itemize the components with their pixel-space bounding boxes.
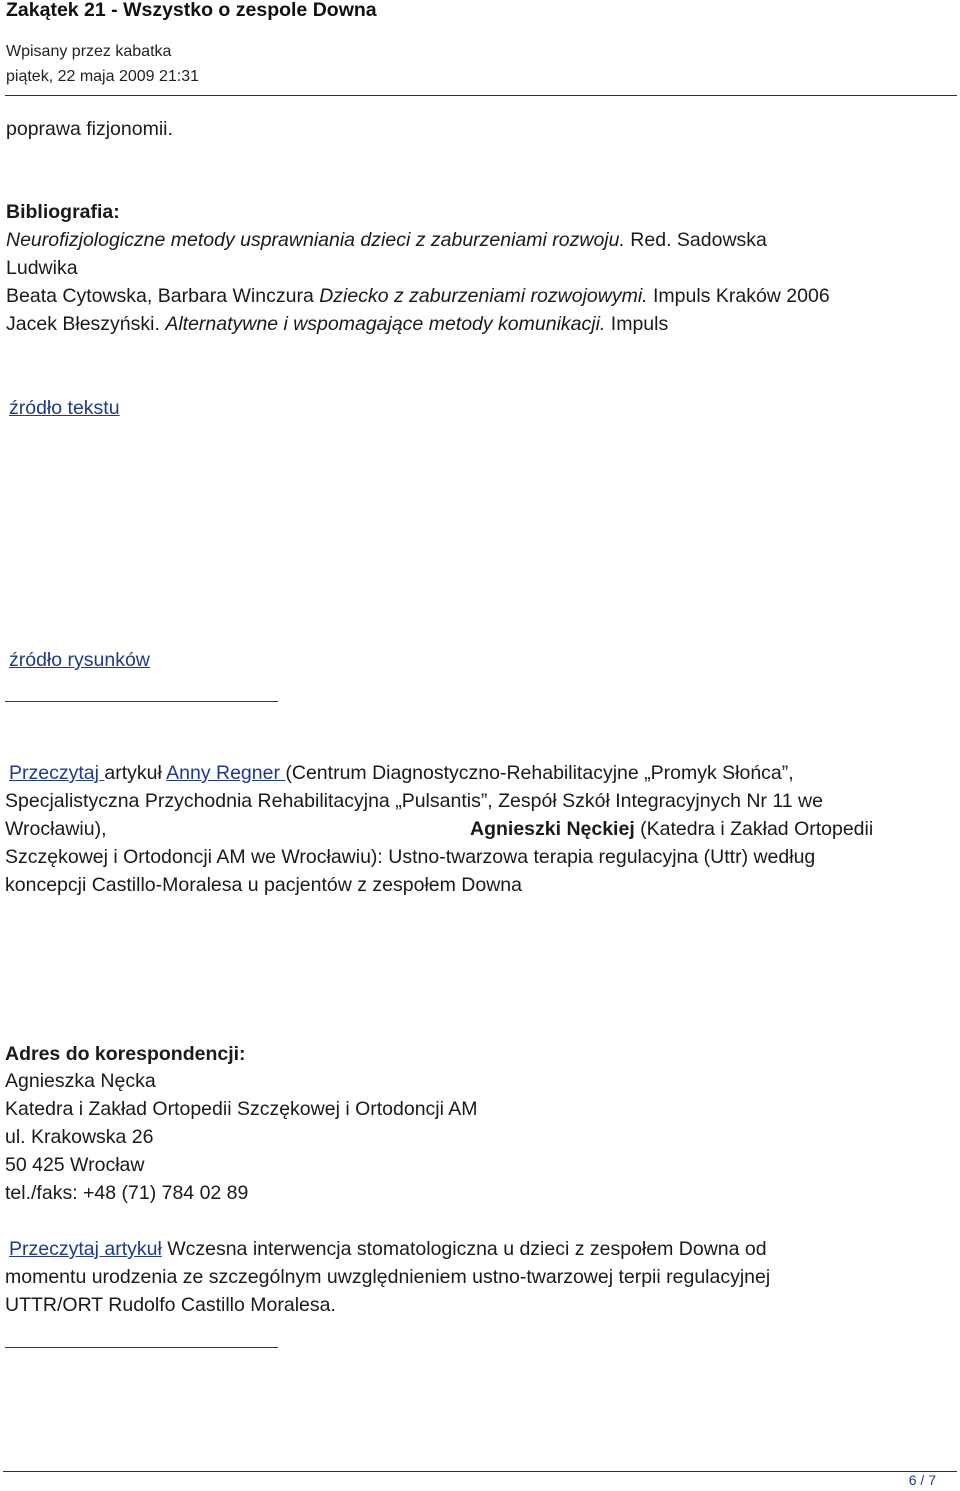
bibliography-entry-2 [6, 282, 830, 310]
entry-1-title: Neurofizjologiczne metody usprawniania dzieci z zaburzeniami rozwoju. [6, 229, 625, 251]
address-heading: Adres do korespondencji: [5, 1043, 246, 1065]
entry-2-authors: Beata Cytowska, Barbara Winczura [6, 285, 320, 307]
article-1-line-4: Szczękowej i Ortodoncji AM we Wrocławiu): Ustno-twarzowa terapia regulacyjna (Uttr) według [5, 846, 816, 868]
address-line: Katedra i Zakład Ortopedii Szczękowej i Ortodoncji AM [5, 1098, 478, 1120]
footer-divider [3, 1471, 957, 1472]
article-2-line-2: momentu urodzenia ze szczególnym uwzględnieniem ustno-twarzowej terpii regulacyjnej [5, 1266, 771, 1288]
address-line: tel./faks: +48 (71) 784 02 89 [5, 1182, 249, 1204]
bibliography-heading: Bibliografia: [6, 201, 120, 223]
date-line: piątek, 22 maja 2009 21:31 [6, 68, 200, 85]
author-line: Wpisany przez kabatka [6, 43, 172, 60]
page-title: Zakątek 21 - Wszystko o zespole Downa [6, 0, 377, 21]
bibliography-entry-1 [6, 226, 767, 254]
address-line: Agnieszka Nęcka [5, 1070, 156, 1092]
article-2-line-3: UTTR/ORT Rudolfo Castillo Moralesa. [5, 1294, 336, 1316]
article-1-affiliation: (Centrum Diagnostyczno-Rehabilitacyjne „Promyk Słońca”, [285, 762, 794, 784]
entry-3-rest: Impuls [605, 313, 669, 335]
coauthor-affiliation: (Katedra i Zakład Ortopedii [634, 818, 874, 840]
article-1-line-2: Specjalistyczna Przychodnia Rehabilitacyjna „Pulsantis”, Zespół Szkół Integracyjnych Nr 11 we [5, 790, 823, 812]
entry-1-rest: Red. Sadowska [624, 229, 767, 251]
entry-2-rest: Impuls Kraków 2006 [647, 285, 830, 307]
entry-3-author: Jacek Błeszyński. [6, 313, 166, 335]
header-divider [5, 95, 957, 96]
bibliography-entry-3 [6, 310, 668, 338]
entry-3-title: Alternatywne i wspomagające metody komunikacji. [165, 313, 606, 335]
article-2-line-1 [9, 1235, 767, 1263]
page-indicator: 6 / 7 [908, 1472, 936, 1488]
text-source-link[interactable]: źródło tekstu [9, 397, 120, 419]
read-article-2-link[interactable]: Przeczytaj artykuł [9, 1238, 162, 1260]
address-line: ul. Krakowska 26 [5, 1126, 154, 1148]
article-1-line-1 [9, 759, 794, 787]
intro-text: poprawa fizjonomii. [6, 118, 173, 140]
article-2-title-start: Wczesna interwencja stomatologiczna u dzieci z zespołem Downa od [161, 1238, 767, 1260]
article-1-line-3-end [470, 815, 873, 843]
drawings-source-link[interactable]: źródło rysunków [9, 649, 150, 671]
article-1-line-5: koncepcji Castillo-Moralesa u pacjentów z zespołem Downa [5, 874, 522, 896]
bibliography-entry-1-cont: Ludwika [6, 257, 78, 279]
address-line: 50 425 Wrocław [5, 1154, 145, 1176]
read-article-link[interactable]: Przeczytaj [9, 762, 105, 784]
article-1-line-3-start: Wrocławiu), [5, 818, 107, 840]
entry-2-title: Dziecko z zaburzeniami rozwojowymi. [319, 285, 648, 307]
separator-1 [5, 701, 278, 702]
article-word: artykuł [104, 762, 167, 784]
author-anny-regner-link[interactable]: Anny Regner [166, 762, 286, 784]
separator-2 [5, 1347, 278, 1348]
coauthor-name: Agnieszki Nęckiej [470, 818, 635, 840]
